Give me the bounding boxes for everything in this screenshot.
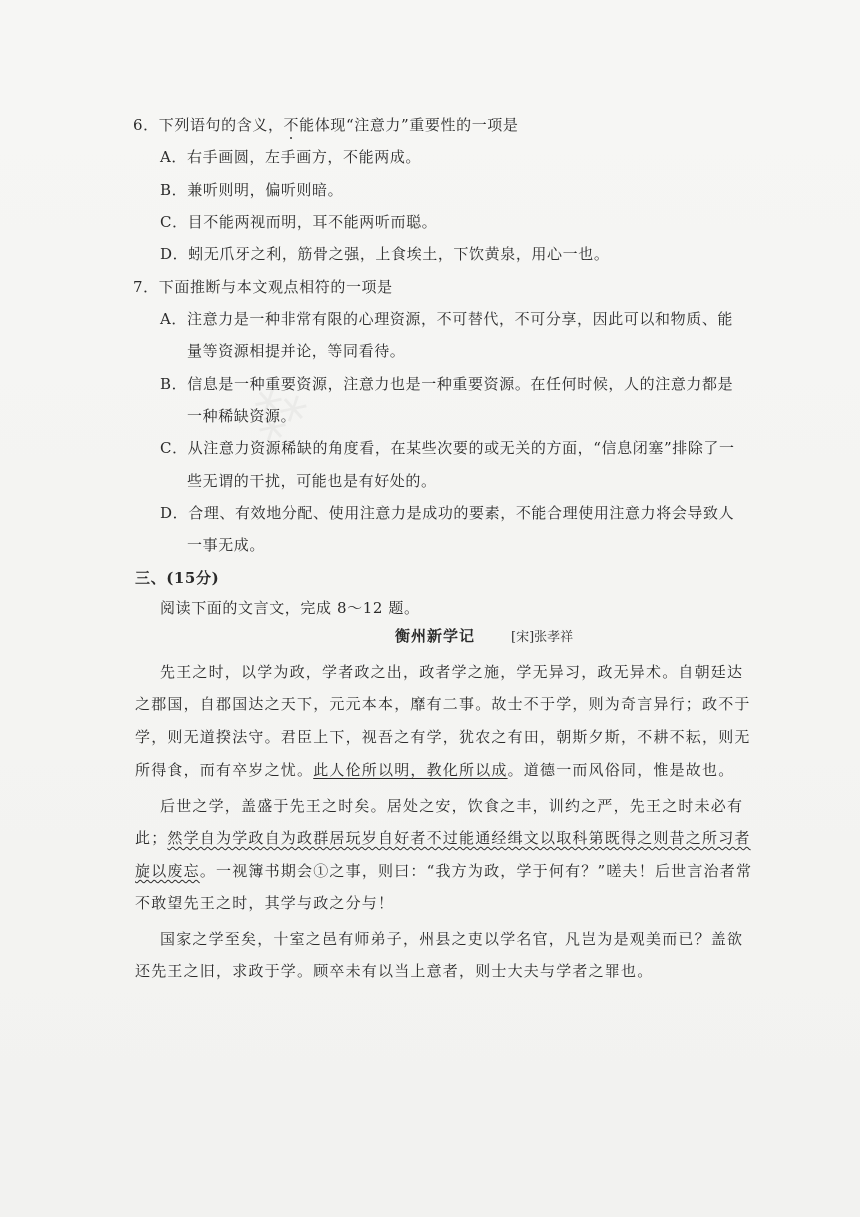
section-instruction: 阅读下面的文言文，完成 8～12 题。 <box>160 599 420 617</box>
article-p3-line2: 还先王之旧，求政于学。顾卒未有以当上意者，则士大夫与学者之罪也。 <box>135 962 654 980</box>
wavy-underlined-passage: 然学自为学政自为政群居玩岁自好者不过能通经缉文以取科第既得之则昔之所习者 <box>167 829 751 847</box>
article-p1-line4-post: 。道德一而风俗同，惟是故也。 <box>507 761 735 779</box>
article-p2-line2 <box>135 828 751 848</box>
q7-stem: 7．下面推断与本文观点相符的一项是 <box>133 278 393 296</box>
article-p1-line1: 先王之时，以学为政，学者政之出，政者学之施，学无异习，政无异术。自朝廷达 <box>160 663 744 681</box>
q7-option-d-line1: D．合理、有效地分配、使用注意力是成功的要素，不能合理使用注意力将会导致人 <box>160 504 735 522</box>
q6-option-a: A．右手画圆，左手画方，不能两成。 <box>160 148 422 166</box>
article-p2-line3 <box>135 861 752 881</box>
article-p1-line4-pre: 所得食，而有卒岁之忧。 <box>135 761 314 779</box>
q7-option-b-line1: B．信息是一种重要资源，注意力也是一种重要资源。在任何时候，人的注意力都是 <box>160 375 734 393</box>
q6-stem-post: 能体现“注意力”重要性的一项是 <box>299 116 519 134</box>
q7-option-a-line1: A．注意力是一种非常有限的心理资源，不可替代，不可分享，因此可以和物质、能 <box>160 310 734 328</box>
q7-option-a-line2: 量等资源相提并论，等同看待。 <box>187 342 406 360</box>
q6-stem-emphasis: 不 <box>283 116 300 134</box>
article-author: [宋]张孝祥 <box>511 630 574 645</box>
article-p2-line1: 后世之学，盖盛于先王之时矣。居处之安，饮食之丰，训约之严，先王之时未必有 <box>160 797 744 815</box>
q6-option-b: B．兼听则明，偏听则暗。 <box>160 181 344 199</box>
article-title: 衡州新学记 <box>395 627 476 645</box>
q6-stem-pre: 6．下列语句的含义， <box>133 116 284 134</box>
q6-stem <box>133 115 519 135</box>
q6-option-d: D．蚓无爪牙之利，筋骨之强，上食埃土，下饮黄泉，用心一也。 <box>160 245 610 263</box>
q7-option-d-line2: 一事无成。 <box>187 536 266 554</box>
article-title-row <box>395 626 573 648</box>
article-p1-line4 <box>135 760 734 780</box>
section-heading: 三、(15分) <box>135 569 220 587</box>
article-p2-line2-pre: 此； <box>135 829 168 847</box>
q7-option-c-line2: 些无谓的干扰，可能也是有好处的。 <box>187 472 437 490</box>
article-p2-line4: 不敢望先王之时，其学与政之分与！ <box>135 894 395 912</box>
wavy-underlined-passage-end: 旋以废忘 <box>135 862 200 880</box>
q7-option-c-line1: C．从注意力资源稀缺的角度看，在某些次要的或无关的方面，“信息闭塞”排除了一 <box>160 439 735 457</box>
article-p1-line3: 学，则无道揆法守。君臣上下，视吾之有学，犹农之有田，朝斯夕斯，不耕不耘，则无 <box>135 728 751 746</box>
article-p3-line1: 国家之学至矣，十室之邑有师弟子，州县之吏以学名官，凡岂为是观美而已？盖欲 <box>160 930 744 948</box>
q6-option-c: C．目不能两视而明，耳不能两听而聪。 <box>160 213 438 231</box>
article-p1-line2: 之郡国，自郡国达之天下，元元本本，靡有二事。故士不于学，则为奇言异行；政不于 <box>135 695 751 713</box>
underlined-sentence: 此人伦所以明，教化所以成 <box>313 761 508 779</box>
q7-option-b-line2: 一种稀缺资源。 <box>187 407 297 425</box>
article-p2-line3-post: 。一视簿书期会①之事，则曰：“我方为政，学于何有？”嗟夫！后世言治者常 <box>199 862 753 880</box>
